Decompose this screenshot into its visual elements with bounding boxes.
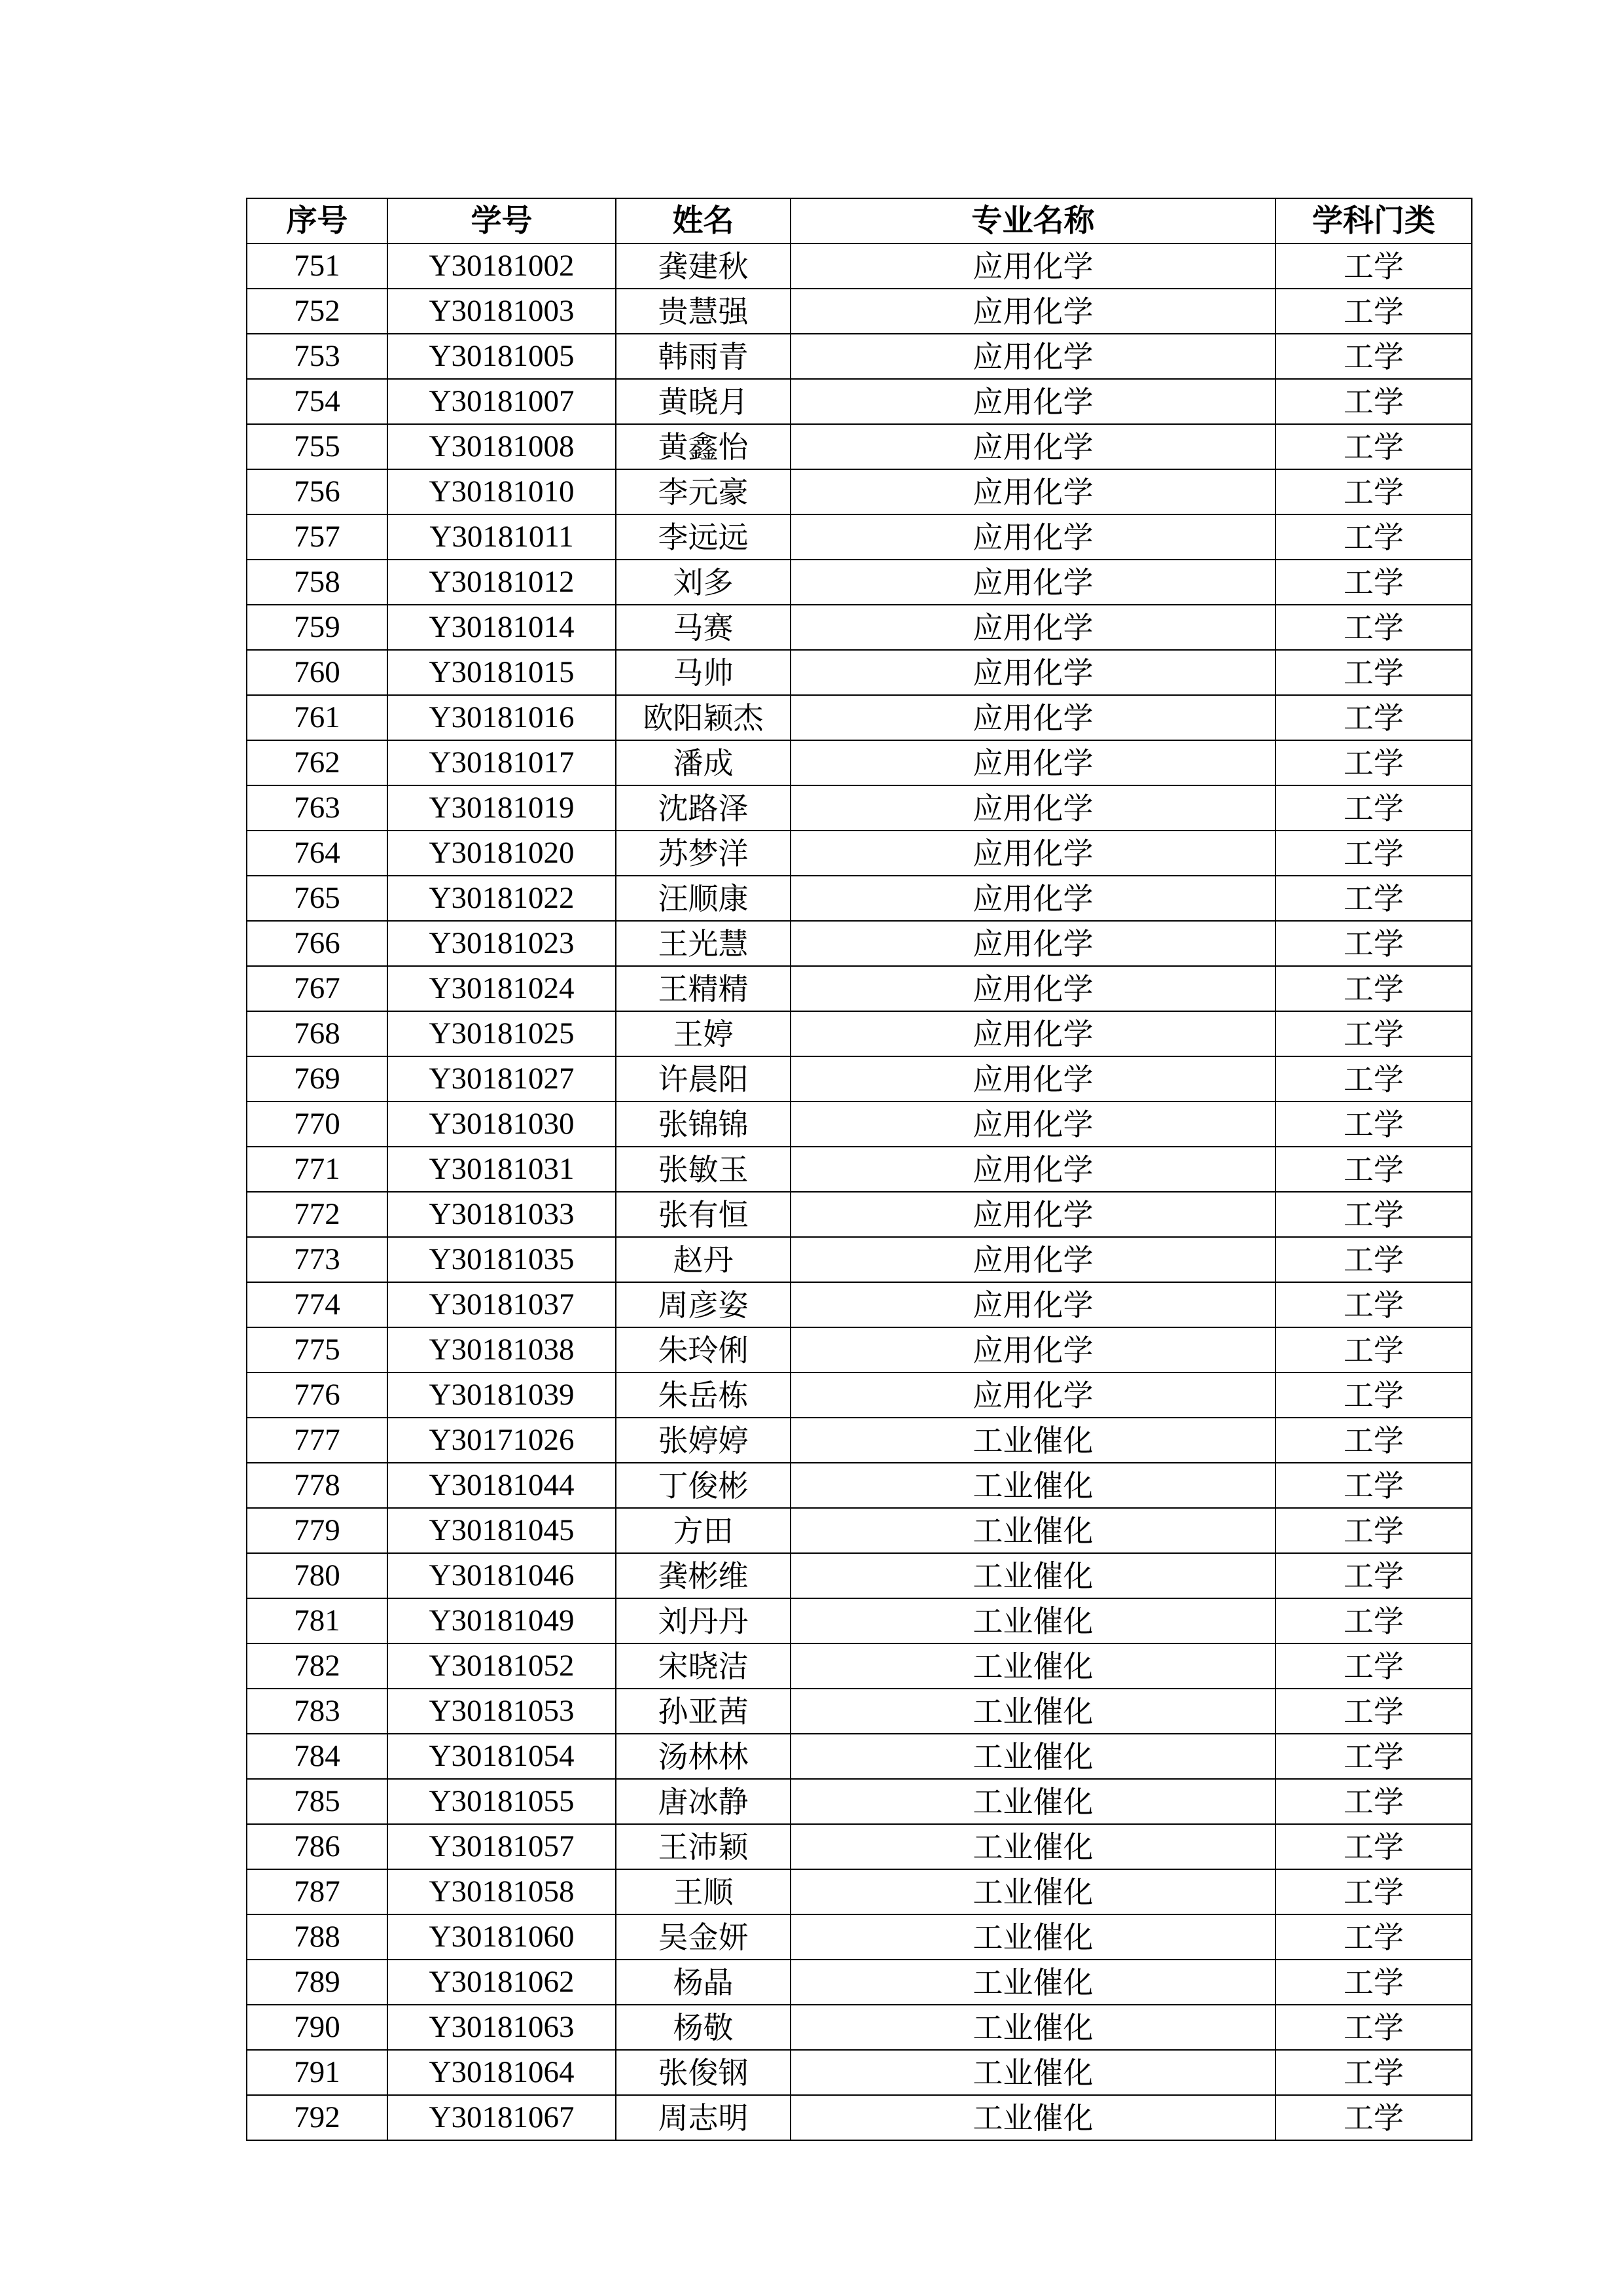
table-row (247, 289, 1472, 334)
cell-student-id: Y30181016 (387, 695, 616, 740)
cell-major: 工业催化 (791, 2050, 1275, 2095)
cell-name: 赵丹 (616, 1237, 791, 1282)
cell-name: 张俊钢 (616, 2050, 791, 2095)
cell-name: 龚彬维 (616, 1553, 791, 1598)
cell-name: 沈路泽 (616, 785, 791, 831)
table-row (247, 1914, 1472, 1960)
table-row (247, 966, 1472, 1011)
cell-student-id: Y30181060 (387, 1914, 616, 1960)
header-name: 姓名 (616, 198, 791, 243)
cell-student-id: Y30181058 (387, 1869, 616, 1914)
cell-seq: 752 (247, 289, 387, 334)
cell-seq: 762 (247, 740, 387, 785)
cell-major: 应用化学 (791, 1327, 1275, 1372)
cell-major: 应用化学 (791, 1282, 1275, 1327)
table-row (247, 243, 1472, 289)
cell-seq: 757 (247, 514, 387, 560)
table-row (247, 1689, 1472, 1734)
cell-seq: 783 (247, 1689, 387, 1734)
cell-major: 应用化学 (791, 1147, 1275, 1192)
table-row (247, 1327, 1472, 1372)
cell-seq: 765 (247, 876, 387, 921)
cell-discipline: 工学 (1275, 2005, 1472, 2050)
cell-name: 唐冰静 (616, 1779, 791, 1824)
cell-major: 应用化学 (791, 1011, 1275, 1056)
table-row (247, 740, 1472, 785)
cell-name: 马赛 (616, 605, 791, 650)
cell-discipline: 工学 (1275, 1553, 1472, 1598)
cell-name: 李远远 (616, 514, 791, 560)
table-row (247, 1192, 1472, 1237)
cell-discipline: 工学 (1275, 1734, 1472, 1779)
table-row (247, 1960, 1472, 2005)
student-roster-table (246, 198, 1472, 2141)
cell-major: 应用化学 (791, 785, 1275, 831)
cell-discipline: 工学 (1275, 1418, 1472, 1463)
cell-major: 工业催化 (791, 1463, 1275, 1508)
cell-discipline: 工学 (1275, 243, 1472, 289)
cell-seq: 777 (247, 1418, 387, 1463)
cell-name: 李元豪 (616, 469, 791, 514)
cell-discipline: 工学 (1275, 379, 1472, 424)
cell-major: 应用化学 (791, 289, 1275, 334)
table-row (247, 424, 1472, 469)
cell-major: 应用化学 (791, 966, 1275, 1011)
cell-major: 工业催化 (791, 1689, 1275, 1734)
cell-student-id: Y30181049 (387, 1598, 616, 1643)
cell-seq: 770 (247, 1102, 387, 1147)
cell-seq: 778 (247, 1463, 387, 1508)
table-row (247, 1463, 1472, 1508)
table-row (247, 1011, 1472, 1056)
cell-student-id: Y30181005 (387, 334, 616, 379)
cell-student-id: Y30181039 (387, 1372, 616, 1418)
cell-seq: 782 (247, 1643, 387, 1689)
cell-major: 工业催化 (791, 1418, 1275, 1463)
cell-seq: 756 (247, 469, 387, 514)
cell-major: 工业催化 (791, 2005, 1275, 2050)
header-discipline: 学科门类 (1275, 198, 1472, 243)
table-row (247, 2095, 1472, 2140)
table-row (247, 1824, 1472, 1869)
cell-major: 工业催化 (791, 1779, 1275, 1824)
cell-student-id: Y30171026 (387, 1418, 616, 1463)
cell-name: 方田 (616, 1508, 791, 1553)
table-row (247, 1056, 1472, 1102)
cell-major: 应用化学 (791, 424, 1275, 469)
cell-discipline: 工学 (1275, 1192, 1472, 1237)
table-row (247, 2050, 1472, 2095)
cell-student-id: Y30181019 (387, 785, 616, 831)
table-row (247, 1779, 1472, 1824)
cell-seq: 768 (247, 1011, 387, 1056)
cell-student-id: Y30181045 (387, 1508, 616, 1553)
cell-name: 马帅 (616, 650, 791, 695)
cell-discipline: 工学 (1275, 1282, 1472, 1327)
header-seq: 序号 (247, 198, 387, 243)
cell-name: 王精精 (616, 966, 791, 1011)
cell-student-id: Y30181037 (387, 1282, 616, 1327)
cell-discipline: 工学 (1275, 1824, 1472, 1869)
cell-seq: 771 (247, 1147, 387, 1192)
cell-major: 应用化学 (791, 695, 1275, 740)
cell-seq: 753 (247, 334, 387, 379)
cell-seq: 784 (247, 1734, 387, 1779)
cell-student-id: Y30181033 (387, 1192, 616, 1237)
cell-major: 应用化学 (791, 1237, 1275, 1282)
cell-name: 周彦姿 (616, 1282, 791, 1327)
cell-student-id: Y30181007 (387, 379, 616, 424)
cell-name: 周志明 (616, 2095, 791, 2140)
cell-student-id: Y30181008 (387, 424, 616, 469)
cell-student-id: Y30181055 (387, 1779, 616, 1824)
cell-seq: 781 (247, 1598, 387, 1643)
cell-discipline: 工学 (1275, 1237, 1472, 1282)
cell-discipline: 工学 (1275, 1056, 1472, 1102)
cell-seq: 790 (247, 2005, 387, 2050)
cell-major: 工业催化 (791, 1508, 1275, 1553)
cell-major: 应用化学 (791, 831, 1275, 876)
cell-name: 张有恒 (616, 1192, 791, 1237)
cell-name: 汤林林 (616, 1734, 791, 1779)
cell-major: 工业催化 (791, 1914, 1275, 1960)
cell-discipline: 工学 (1275, 469, 1472, 514)
table-row (247, 1418, 1472, 1463)
table-row (247, 876, 1472, 921)
cell-discipline: 工学 (1275, 1598, 1472, 1643)
table-row (247, 1508, 1472, 1553)
cell-name: 张婷婷 (616, 1418, 791, 1463)
table-row (247, 831, 1472, 876)
table-row (247, 1102, 1472, 1147)
cell-student-id: Y30181027 (387, 1056, 616, 1102)
cell-seq: 780 (247, 1553, 387, 1598)
cell-name: 吴金妍 (616, 1914, 791, 1960)
table-row (247, 921, 1472, 966)
cell-discipline: 工学 (1275, 740, 1472, 785)
cell-student-id: Y30181046 (387, 1553, 616, 1598)
table-row (247, 1869, 1472, 1914)
cell-discipline: 工学 (1275, 514, 1472, 560)
cell-student-id: Y30181063 (387, 2005, 616, 2050)
cell-major: 工业催化 (791, 1869, 1275, 1914)
cell-name: 潘成 (616, 740, 791, 785)
table-row (247, 605, 1472, 650)
cell-discipline: 工学 (1275, 1508, 1472, 1553)
cell-seq: 787 (247, 1869, 387, 1914)
cell-seq: 791 (247, 2050, 387, 2095)
cell-major: 应用化学 (791, 740, 1275, 785)
cell-name: 朱玲俐 (616, 1327, 791, 1372)
cell-discipline: 工学 (1275, 334, 1472, 379)
cell-discipline: 工学 (1275, 650, 1472, 695)
cell-seq: 789 (247, 1960, 387, 2005)
cell-name: 王顺 (616, 1869, 791, 1914)
table-row (247, 334, 1472, 379)
cell-discipline: 工学 (1275, 1689, 1472, 1734)
table-row (247, 560, 1472, 605)
cell-discipline: 工学 (1275, 1960, 1472, 2005)
cell-student-id: Y30181031 (387, 1147, 616, 1192)
cell-major: 工业催化 (791, 2095, 1275, 2140)
cell-discipline: 工学 (1275, 921, 1472, 966)
cell-discipline: 工学 (1275, 876, 1472, 921)
cell-discipline: 工学 (1275, 605, 1472, 650)
cell-discipline: 工学 (1275, 1011, 1472, 1056)
cell-discipline: 工学 (1275, 1914, 1472, 1960)
cell-name: 刘丹丹 (616, 1598, 791, 1643)
cell-major: 应用化学 (791, 560, 1275, 605)
table-row (247, 379, 1472, 424)
cell-seq: 775 (247, 1327, 387, 1372)
header-major: 专业名称 (791, 198, 1275, 243)
cell-student-id: Y30181030 (387, 1102, 616, 1147)
cell-major: 应用化学 (791, 921, 1275, 966)
cell-student-id: Y30181024 (387, 966, 616, 1011)
cell-major: 应用化学 (791, 514, 1275, 560)
cell-discipline: 工学 (1275, 1643, 1472, 1689)
table-row (247, 695, 1472, 740)
cell-name: 刘多 (616, 560, 791, 605)
cell-major: 应用化学 (791, 1192, 1275, 1237)
cell-seq: 766 (247, 921, 387, 966)
table-body (247, 243, 1472, 2140)
cell-discipline: 工学 (1275, 560, 1472, 605)
cell-name: 张敏玉 (616, 1147, 791, 1192)
table-row (247, 1282, 1472, 1327)
cell-name: 黄鑫怡 (616, 424, 791, 469)
cell-student-id: Y30181057 (387, 1824, 616, 1869)
cell-name: 许晨阳 (616, 1056, 791, 1102)
cell-name: 朱岳栋 (616, 1372, 791, 1418)
cell-name: 汪顺康 (616, 876, 791, 921)
cell-major: 工业催化 (791, 1734, 1275, 1779)
cell-seq: 761 (247, 695, 387, 740)
cell-student-id: Y30181015 (387, 650, 616, 695)
cell-student-id: Y30181022 (387, 876, 616, 921)
cell-discipline: 工学 (1275, 424, 1472, 469)
cell-name: 孙亚茜 (616, 1689, 791, 1734)
cell-discipline: 工学 (1275, 966, 1472, 1011)
cell-major: 工业催化 (791, 1598, 1275, 1643)
cell-student-id: Y30181025 (387, 1011, 616, 1056)
table-row (247, 785, 1472, 831)
cell-discipline: 工学 (1275, 1147, 1472, 1192)
table-row (247, 2005, 1472, 2050)
cell-name: 欧阳颖杰 (616, 695, 791, 740)
table-row (247, 1598, 1472, 1643)
table-row (247, 650, 1472, 695)
cell-name: 贵慧强 (616, 289, 791, 334)
cell-seq: 786 (247, 1824, 387, 1869)
cell-student-id: Y30181017 (387, 740, 616, 785)
cell-student-id: Y30181052 (387, 1643, 616, 1689)
table-row (247, 1643, 1472, 1689)
cell-seq: 754 (247, 379, 387, 424)
table-row (247, 514, 1472, 560)
cell-discipline: 工学 (1275, 1102, 1472, 1147)
cell-seq: 772 (247, 1192, 387, 1237)
cell-student-id: Y30181067 (387, 2095, 616, 2140)
cell-discipline: 工学 (1275, 831, 1472, 876)
table-row (247, 1734, 1472, 1779)
cell-seq: 792 (247, 2095, 387, 2140)
cell-name: 苏梦洋 (616, 831, 791, 876)
cell-seq: 767 (247, 966, 387, 1011)
cell-seq: 751 (247, 243, 387, 289)
cell-seq: 779 (247, 1508, 387, 1553)
table-row (247, 1553, 1472, 1598)
cell-major: 应用化学 (791, 1372, 1275, 1418)
cell-discipline: 工学 (1275, 1327, 1472, 1372)
cell-name: 杨敬 (616, 2005, 791, 2050)
cell-name: 王光慧 (616, 921, 791, 966)
cell-seq: 763 (247, 785, 387, 831)
cell-student-id: Y30181002 (387, 243, 616, 289)
cell-major: 工业催化 (791, 1643, 1275, 1689)
cell-seq: 755 (247, 424, 387, 469)
cell-student-id: Y30181011 (387, 514, 616, 560)
cell-name: 王沛颖 (616, 1824, 791, 1869)
cell-student-id: Y30181044 (387, 1463, 616, 1508)
cell-major: 应用化学 (791, 876, 1275, 921)
cell-seq: 776 (247, 1372, 387, 1418)
cell-seq: 785 (247, 1779, 387, 1824)
table-row (247, 469, 1472, 514)
cell-name: 韩雨青 (616, 334, 791, 379)
table-row (247, 1372, 1472, 1418)
cell-major: 应用化学 (791, 1102, 1275, 1147)
cell-discipline: 工学 (1275, 695, 1472, 740)
cell-seq: 774 (247, 1282, 387, 1327)
cell-student-id: Y30181054 (387, 1734, 616, 1779)
cell-student-id: Y30181062 (387, 1960, 616, 2005)
cell-name: 杨晶 (616, 1960, 791, 2005)
cell-seq: 788 (247, 1914, 387, 1960)
cell-discipline: 工学 (1275, 785, 1472, 831)
cell-student-id: Y30181038 (387, 1327, 616, 1372)
cell-major: 应用化学 (791, 334, 1275, 379)
cell-name: 宋晓洁 (616, 1643, 791, 1689)
cell-discipline: 工学 (1275, 2095, 1472, 2140)
cell-discipline: 工学 (1275, 1463, 1472, 1508)
cell-major: 应用化学 (791, 1056, 1275, 1102)
cell-major: 应用化学 (791, 469, 1275, 514)
table-header-row (247, 198, 1472, 243)
cell-discipline: 工学 (1275, 2050, 1472, 2095)
cell-seq: 759 (247, 605, 387, 650)
cell-major: 应用化学 (791, 243, 1275, 289)
cell-discipline: 工学 (1275, 1869, 1472, 1914)
cell-name: 黄晓月 (616, 379, 791, 424)
cell-discipline: 工学 (1275, 289, 1472, 334)
cell-major: 应用化学 (791, 650, 1275, 695)
cell-student-id: Y30181064 (387, 2050, 616, 2095)
table-row (247, 1237, 1472, 1282)
cell-student-id: Y30181053 (387, 1689, 616, 1734)
header-student-id: 学号 (387, 198, 616, 243)
cell-discipline: 工学 (1275, 1779, 1472, 1824)
cell-seq: 760 (247, 650, 387, 695)
cell-student-id: Y30181035 (387, 1237, 616, 1282)
cell-name: 张锦锦 (616, 1102, 791, 1147)
cell-name: 王婷 (616, 1011, 791, 1056)
cell-major: 工业催化 (791, 1960, 1275, 2005)
cell-student-id: Y30181020 (387, 831, 616, 876)
cell-student-id: Y30181014 (387, 605, 616, 650)
cell-student-id: Y30181012 (387, 560, 616, 605)
cell-seq: 773 (247, 1237, 387, 1282)
cell-discipline: 工学 (1275, 1372, 1472, 1418)
cell-student-id: Y30181010 (387, 469, 616, 514)
cell-name: 龚建秋 (616, 243, 791, 289)
cell-seq: 758 (247, 560, 387, 605)
cell-student-id: Y30181003 (387, 289, 616, 334)
table-row (247, 1147, 1472, 1192)
cell-major: 工业催化 (791, 1553, 1275, 1598)
cell-seq: 769 (247, 1056, 387, 1102)
cell-seq: 764 (247, 831, 387, 876)
cell-major: 应用化学 (791, 605, 1275, 650)
cell-student-id: Y30181023 (387, 921, 616, 966)
cell-major: 工业催化 (791, 1824, 1275, 1869)
cell-name: 丁俊彬 (616, 1463, 791, 1508)
cell-major: 应用化学 (791, 379, 1275, 424)
